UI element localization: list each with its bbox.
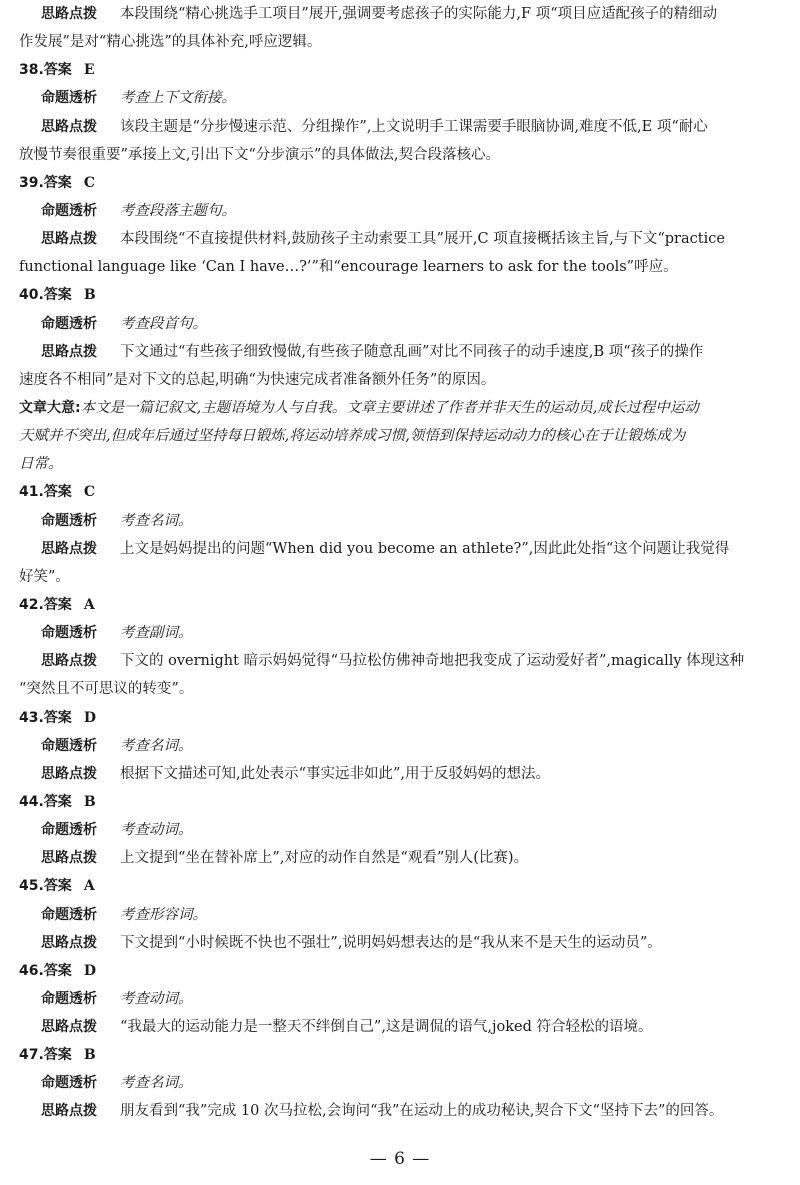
analysis-line-38 — [19, 84, 784, 112]
hint-label: 思路点拨 — [41, 6, 97, 22]
answer-label: 答案 — [43, 878, 72, 895]
answer-heading-39 — [19, 169, 784, 197]
hint-label: 思路点拨 — [41, 231, 97, 248]
analysis-label: 命题透析 — [41, 1075, 97, 1092]
hint-label: 思路点拨 — [41, 540, 97, 557]
analysis-label: 命题透析 — [41, 822, 97, 839]
hint-text: 下文的 overnight 暗示妈妈觉得“马拉松仿佛神奇地把我变成了运动爱好者”,magically 体现这种 — [120, 653, 745, 670]
analysis-text: 考查形容词。 — [120, 906, 207, 923]
analysis-line-47 — [19, 1069, 784, 1097]
summary-line-2: 天赋并不突出,但成年后通过坚持每日锻炼,将运动培养成习惯,领悟到保持运动动力的核心在于让锻炼成为 — [19, 428, 686, 445]
hint-label: 思路点拨 — [41, 343, 97, 360]
analysis-line-40 — [19, 310, 784, 338]
answer-label: 答案 — [43, 484, 72, 501]
hint-text: 该段主题是“分步慢速示范、分组操作”,上文说明手工课需要手眼脑协调,难度不低,E 项“耐心 — [120, 118, 708, 135]
hint-line-42 — [19, 647, 784, 675]
hint-line-46 — [19, 1013, 784, 1041]
question-number: 46. — [19, 962, 44, 979]
question-number: 42. — [19, 596, 44, 613]
hint-text: 朋友看到“我”完成 10 次马拉松,会询问“我”在运动上的成功秘诀,契合下文“坚持下去”的回答。 — [120, 1103, 724, 1120]
answer-label: 答案 — [43, 793, 72, 810]
analysis-text: 考查动词。 — [120, 822, 193, 839]
question-number: 47. — [19, 1047, 44, 1064]
question-number: 43. — [19, 709, 44, 726]
hint-label: 思路点拨 — [41, 765, 97, 782]
analysis-label: 命题透析 — [41, 90, 97, 107]
hint-line-43 — [19, 760, 784, 788]
hint-line-42-continued: “突然且不可思议的转变”。 — [19, 681, 194, 698]
hint-label: 思路点拨 — [41, 1019, 97, 1036]
analysis-line-43 — [19, 732, 784, 760]
answer-label: 答案 — [43, 287, 72, 304]
hint-line-continued: 作发展”是对“精心挑选”的具体补充,呼应逻辑。 — [19, 34, 322, 51]
analysis-line-42 — [19, 619, 784, 647]
analysis-line-39 — [19, 197, 784, 225]
hint-line-40-continued: 速度各不相同”是对下文的总起,明确“为快速完成者准备额外任务”的原因。 — [19, 371, 496, 388]
answer-value: E — [83, 62, 95, 79]
answer-heading-47 — [19, 1041, 784, 1069]
analysis-label: 命题透析 — [41, 625, 97, 642]
answer-heading-42 — [19, 591, 784, 619]
hint-line — [19, 0, 784, 28]
analysis-line-44 — [19, 816, 784, 844]
hint-label: 思路点拨 — [41, 934, 97, 951]
answer-value: B — [83, 1047, 96, 1064]
hint-text: 本段围绕“不直接提供材料,鼓励孩子主动索要工具”展开,C 项直接概括该主旨,与下文“practice — [120, 231, 725, 248]
analysis-text: 考查上下文衔接。 — [120, 90, 236, 107]
question-number: 38. — [19, 62, 44, 79]
hint-text: 上文提到“坐在替补席上”,对应的动作自然是“观看”别人(比赛)。 — [120, 850, 529, 867]
hint-label: 思路点拨 — [41, 118, 97, 135]
answer-value: B — [83, 793, 96, 810]
hint-line-39-continued: functional language like ‘Can I have…?’”和“encourage learners to ask for the tools”呼应。 — [19, 259, 678, 276]
hint-label: 思路点拨 — [41, 850, 97, 867]
hint-text: 根据下文描述可知,此处表示“事实远非如此”,用于反驳妈妈的想法。 — [120, 765, 551, 782]
answer-heading-46 — [19, 957, 784, 985]
hint-line-45 — [19, 929, 784, 957]
answer-heading-40 — [19, 281, 784, 309]
hint-line-38-continued: 放慢节奏很重要”承接上文,引出下文“分步演示”的具体做法,契合段落核心。 — [19, 146, 500, 163]
analysis-text: 考查名词。 — [120, 1075, 193, 1092]
hint-label: 思路点拨 — [41, 653, 97, 670]
hint-label: 思路点拨 — [41, 1103, 97, 1120]
answer-value: A — [83, 878, 95, 895]
question-number: 39. — [19, 174, 44, 191]
analysis-label: 命题透析 — [41, 990, 97, 1007]
hint-line-41-continued: 好笑”。 — [19, 568, 70, 585]
answer-label: 答案 — [43, 62, 72, 79]
hint-line-44 — [19, 844, 784, 872]
hint-text: 下文通过“有些孩子细致慢做,有些孩子随意乱画”对比不同孩子的动手速度,B 项“孩子的操作 — [120, 343, 704, 360]
analysis-text: 考查副词。 — [120, 625, 193, 642]
analysis-line-41 — [19, 507, 784, 535]
answer-label: 答案 — [43, 174, 72, 191]
answer-label: 答案 — [43, 596, 72, 613]
analysis-text: 考查段首句。 — [120, 315, 207, 332]
analysis-line-46 — [19, 985, 784, 1013]
question-number: 44. — [19, 793, 44, 810]
answer-label: 答案 — [43, 962, 72, 979]
analysis-label: 命题透析 — [41, 737, 97, 754]
hint-line-41 — [19, 535, 784, 563]
answer-value: B — [83, 287, 96, 304]
analysis-text: 考查名词。 — [120, 737, 193, 754]
hint-line-40 — [19, 338, 784, 366]
answer-heading-38 — [19, 56, 784, 84]
hint-text: 下文提到“小时候既不快也不强壮”,说明妈妈想表达的是“我从来不是天生的运动员”。 — [120, 934, 662, 951]
answer-heading-43 — [19, 704, 784, 732]
answer-value: C — [83, 484, 95, 501]
hint-line-47 — [19, 1097, 784, 1125]
answer-heading-44 — [19, 788, 784, 816]
question-number: 41. — [19, 484, 44, 501]
analysis-text: 考查段落主题句。 — [120, 202, 236, 219]
analysis-text: 考查名词。 — [120, 512, 193, 529]
analysis-line-45 — [19, 901, 784, 929]
summary-text: 本文是一篇记叙文,主题语境为人与自我。文章主要讲述了作者并非天生的运动员,成长过程中运动 — [80, 399, 699, 416]
answer-value: A — [83, 596, 95, 613]
hint-text: “我最大的运动能力是一整天不绊倒自己”,这是调侃的语气,joked 符合轻松的语境。 — [120, 1019, 653, 1036]
analysis-label: 命题透析 — [41, 906, 97, 923]
answer-heading-45 — [19, 872, 784, 900]
hint-text: 本段围绕“精心挑选手工项目”展开,强调要考虑孩子的实际能力,F 项“项目应适配孩子的精细动 — [120, 6, 718, 22]
hint-text: 上文是妈妈提出的问题“When did you become an athlete?”,因此此处指“这个问题让我觉得 — [120, 540, 730, 557]
hint-line-38 — [19, 113, 784, 141]
answer-heading-41 — [19, 478, 784, 506]
answer-label: 答案 — [43, 709, 72, 726]
summary-line — [19, 394, 784, 422]
hint-line-39 — [19, 225, 784, 253]
page-number: — 6 — — [369, 1149, 431, 1169]
summary-line-3: 日常。 — [19, 456, 63, 473]
answer-value: C — [83, 174, 95, 191]
question-number: 40. — [19, 287, 44, 304]
answer-value: D — [83, 962, 96, 979]
question-number: 45. — [19, 878, 44, 895]
analysis-text: 考查动词。 — [120, 990, 193, 1007]
analysis-label: 命题透析 — [41, 202, 97, 219]
analysis-label: 命题透析 — [41, 512, 97, 529]
analysis-label: 命题透析 — [41, 315, 97, 332]
answer-value: D — [83, 709, 96, 726]
summary-label: 文章大意: — [19, 399, 81, 416]
answer-label: 答案 — [43, 1047, 72, 1064]
